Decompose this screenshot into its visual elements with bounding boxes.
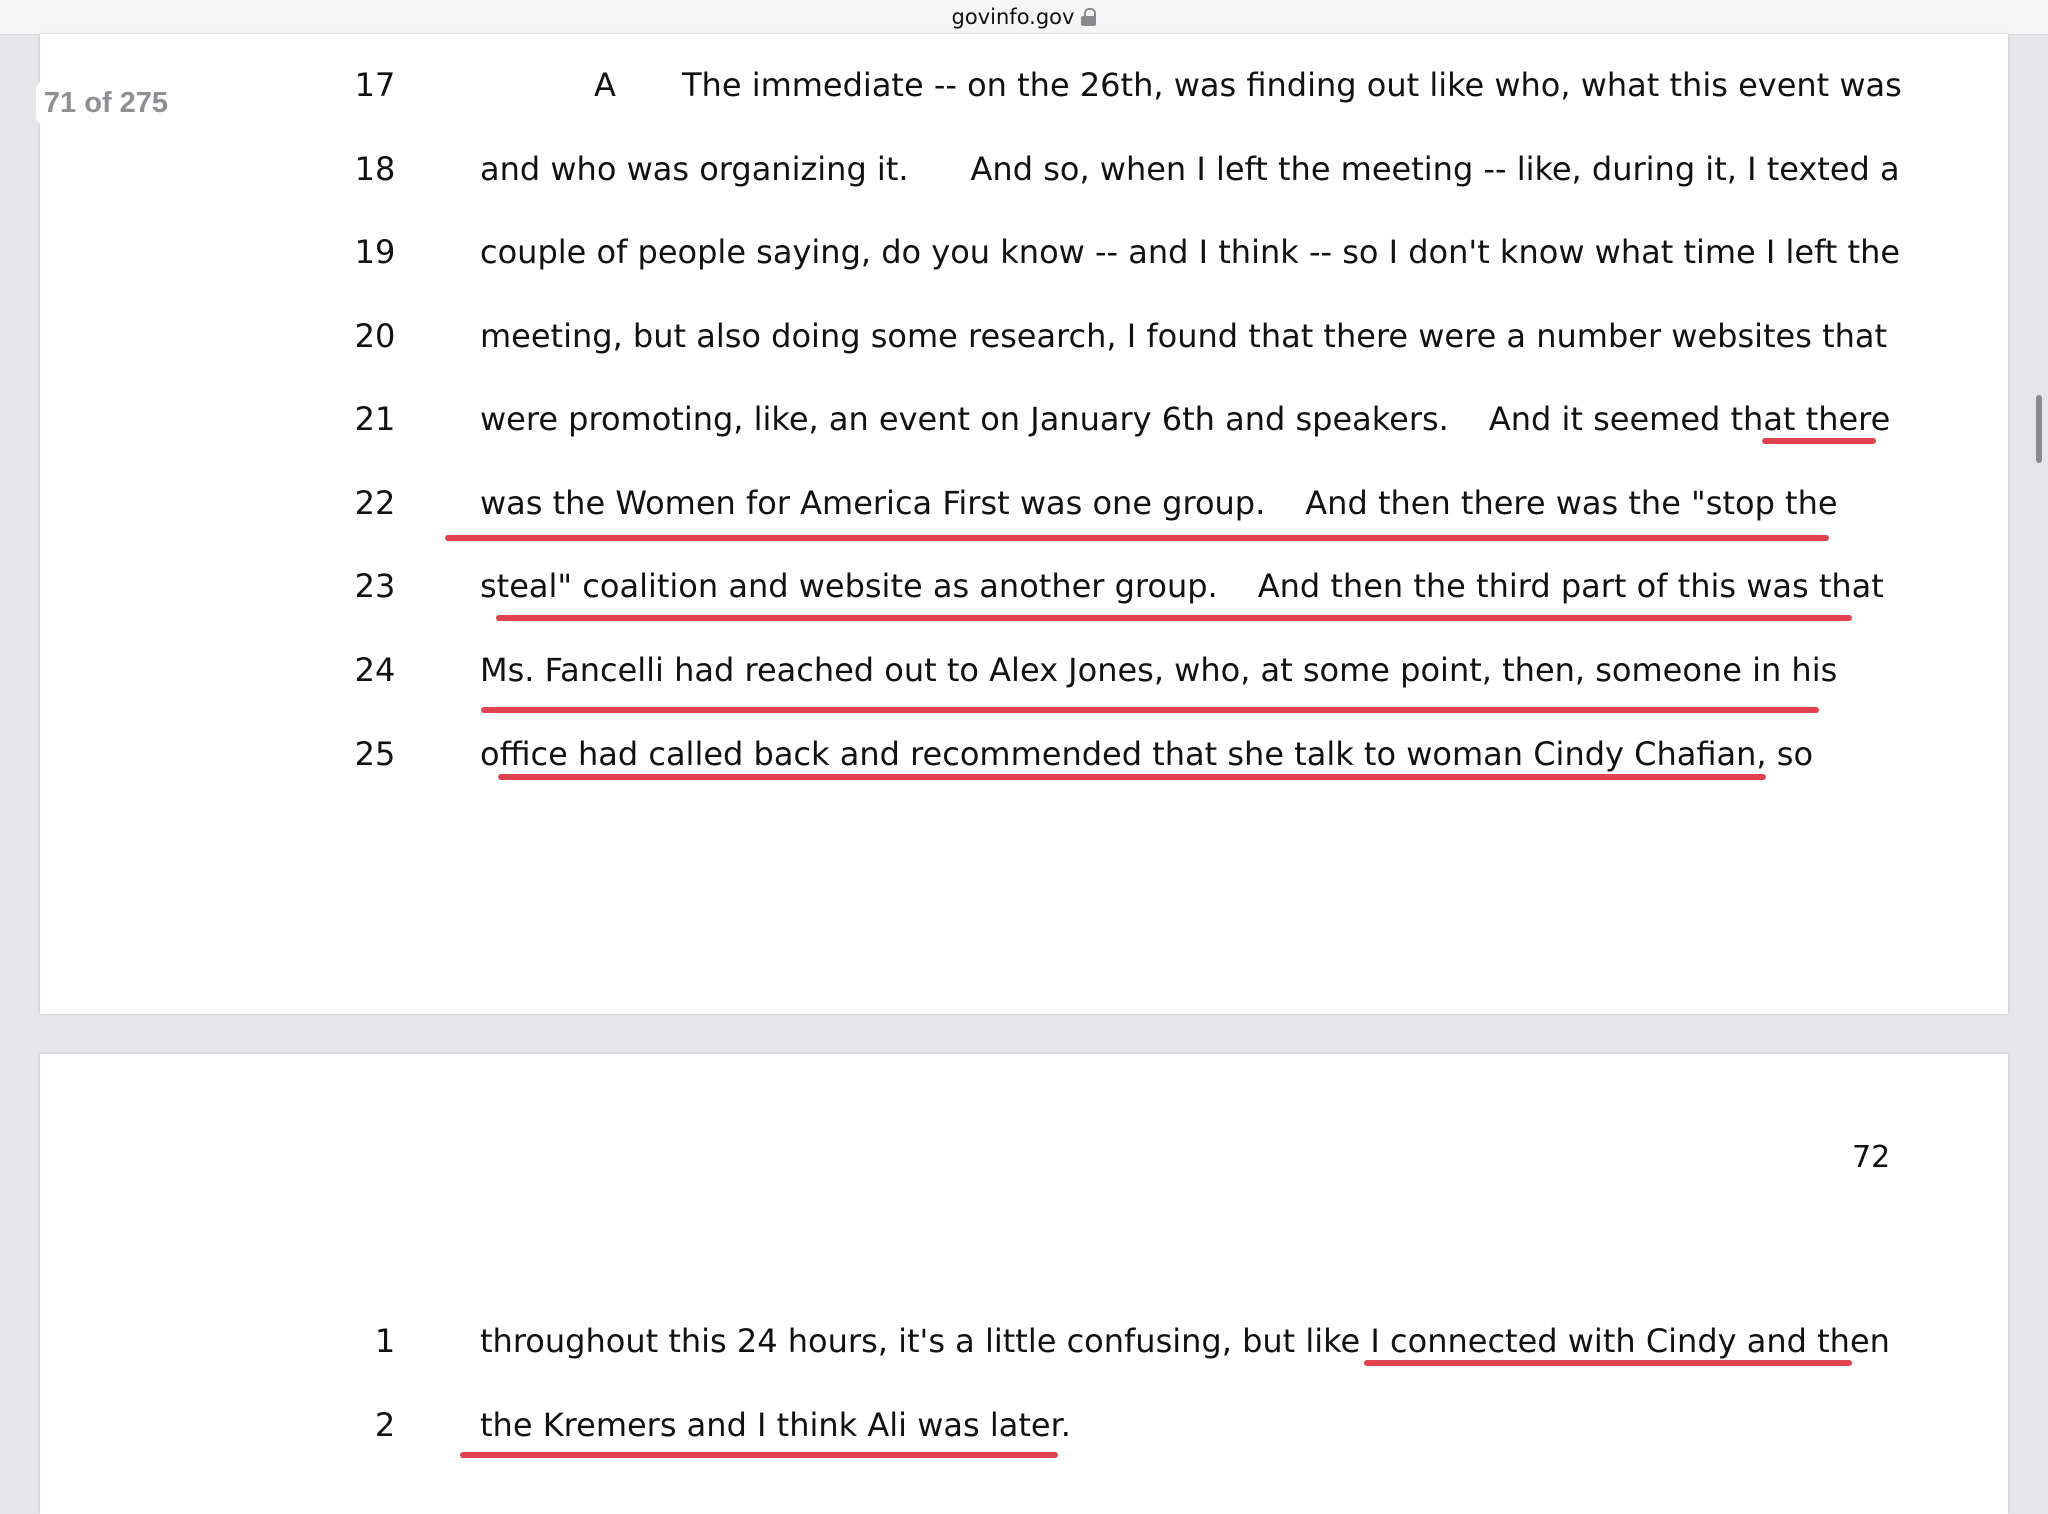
transcript-line-21 (0, 388, 2048, 448)
line-number: 18 (354, 150, 396, 188)
underline-annotation (460, 1452, 1058, 1458)
underline-annotation (1364, 1360, 1852, 1366)
line-number: 22 (354, 484, 396, 522)
line-number: 24 (354, 651, 396, 689)
transcript-line-2 (0, 1394, 2048, 1454)
line-number: 2 (374, 1406, 396, 1444)
transcript-line-24 (0, 639, 2048, 699)
line-text-part: steal" coalition and website as another group. (480, 567, 1218, 605)
transcript-line-18 (0, 138, 2048, 198)
underline-annotation (498, 774, 1766, 780)
line-text-part: and who was organizing it. (480, 150, 909, 188)
transcript-line-19 (0, 221, 2048, 281)
line-text: couple of people saying, do you know -- and I think -- so I don't know what time I left the (480, 233, 1901, 271)
line-text-part: was the Women for America First was one group. (480, 484, 1266, 522)
line-text (480, 150, 1900, 188)
line-text (480, 567, 1884, 605)
line-text: throughout this 24 hours, it's a little confusing, but like I connected with Cindy and then (480, 1322, 1890, 1360)
line-text-part: And so, when I left the meeting -- like, during it, I texted a (970, 150, 1900, 188)
domain-label: govinfo.gov (951, 5, 1075, 29)
transcript-line-17 (0, 54, 2048, 114)
vertical-scrollbar[interactable] (2036, 395, 2042, 463)
underline-annotation (445, 535, 1829, 541)
line-text: The immediate -- on the 26th, was finding out like who, what this event was (682, 66, 1902, 104)
line-text (480, 484, 1838, 522)
transcript-line-23 (0, 555, 2048, 615)
line-number: 23 (354, 567, 396, 605)
line-text-part: And it seemed that there (1488, 400, 1891, 438)
page-number: 72 (1852, 1140, 1891, 1175)
lock-icon (1081, 8, 1096, 26)
line-text (480, 400, 1890, 438)
line-text: office had called back and recommended that she talk to woman Cindy Chafian, so (480, 735, 1814, 773)
page-counter-label: 71 of 275 (43, 86, 169, 119)
line-number: 19 (354, 233, 396, 271)
transcript-line-22 (0, 472, 2048, 532)
speaker-label: A (594, 66, 616, 104)
line-number: 21 (354, 400, 396, 438)
line-number: 25 (354, 735, 396, 773)
browser-address-bar[interactable] (0, 0, 2048, 35)
page-counter (36, 80, 176, 126)
underline-annotation (481, 707, 1819, 713)
underline-annotation (496, 615, 1852, 621)
line-text: Ms. Fancelli had reached out to Alex Jones, who, at some point, then, someone in his (480, 651, 1838, 689)
line-text: meeting, but also doing some research, I found that there were a number websites that (480, 317, 1888, 355)
underline-annotation (1762, 438, 1876, 444)
line-text-part: And then there was the "stop the (1305, 484, 1838, 522)
line-number: 17 (354, 66, 396, 104)
line-number: 1 (374, 1322, 396, 1360)
line-text-part: were promoting, like, an event on January 6th and speakers. (480, 400, 1449, 438)
line-text-part: And then the third part of this was that (1257, 567, 1884, 605)
transcript-line-20 (0, 305, 2048, 365)
line-number: 20 (354, 317, 396, 355)
line-text: the Kremers and I think Ali was later. (480, 1406, 1071, 1444)
